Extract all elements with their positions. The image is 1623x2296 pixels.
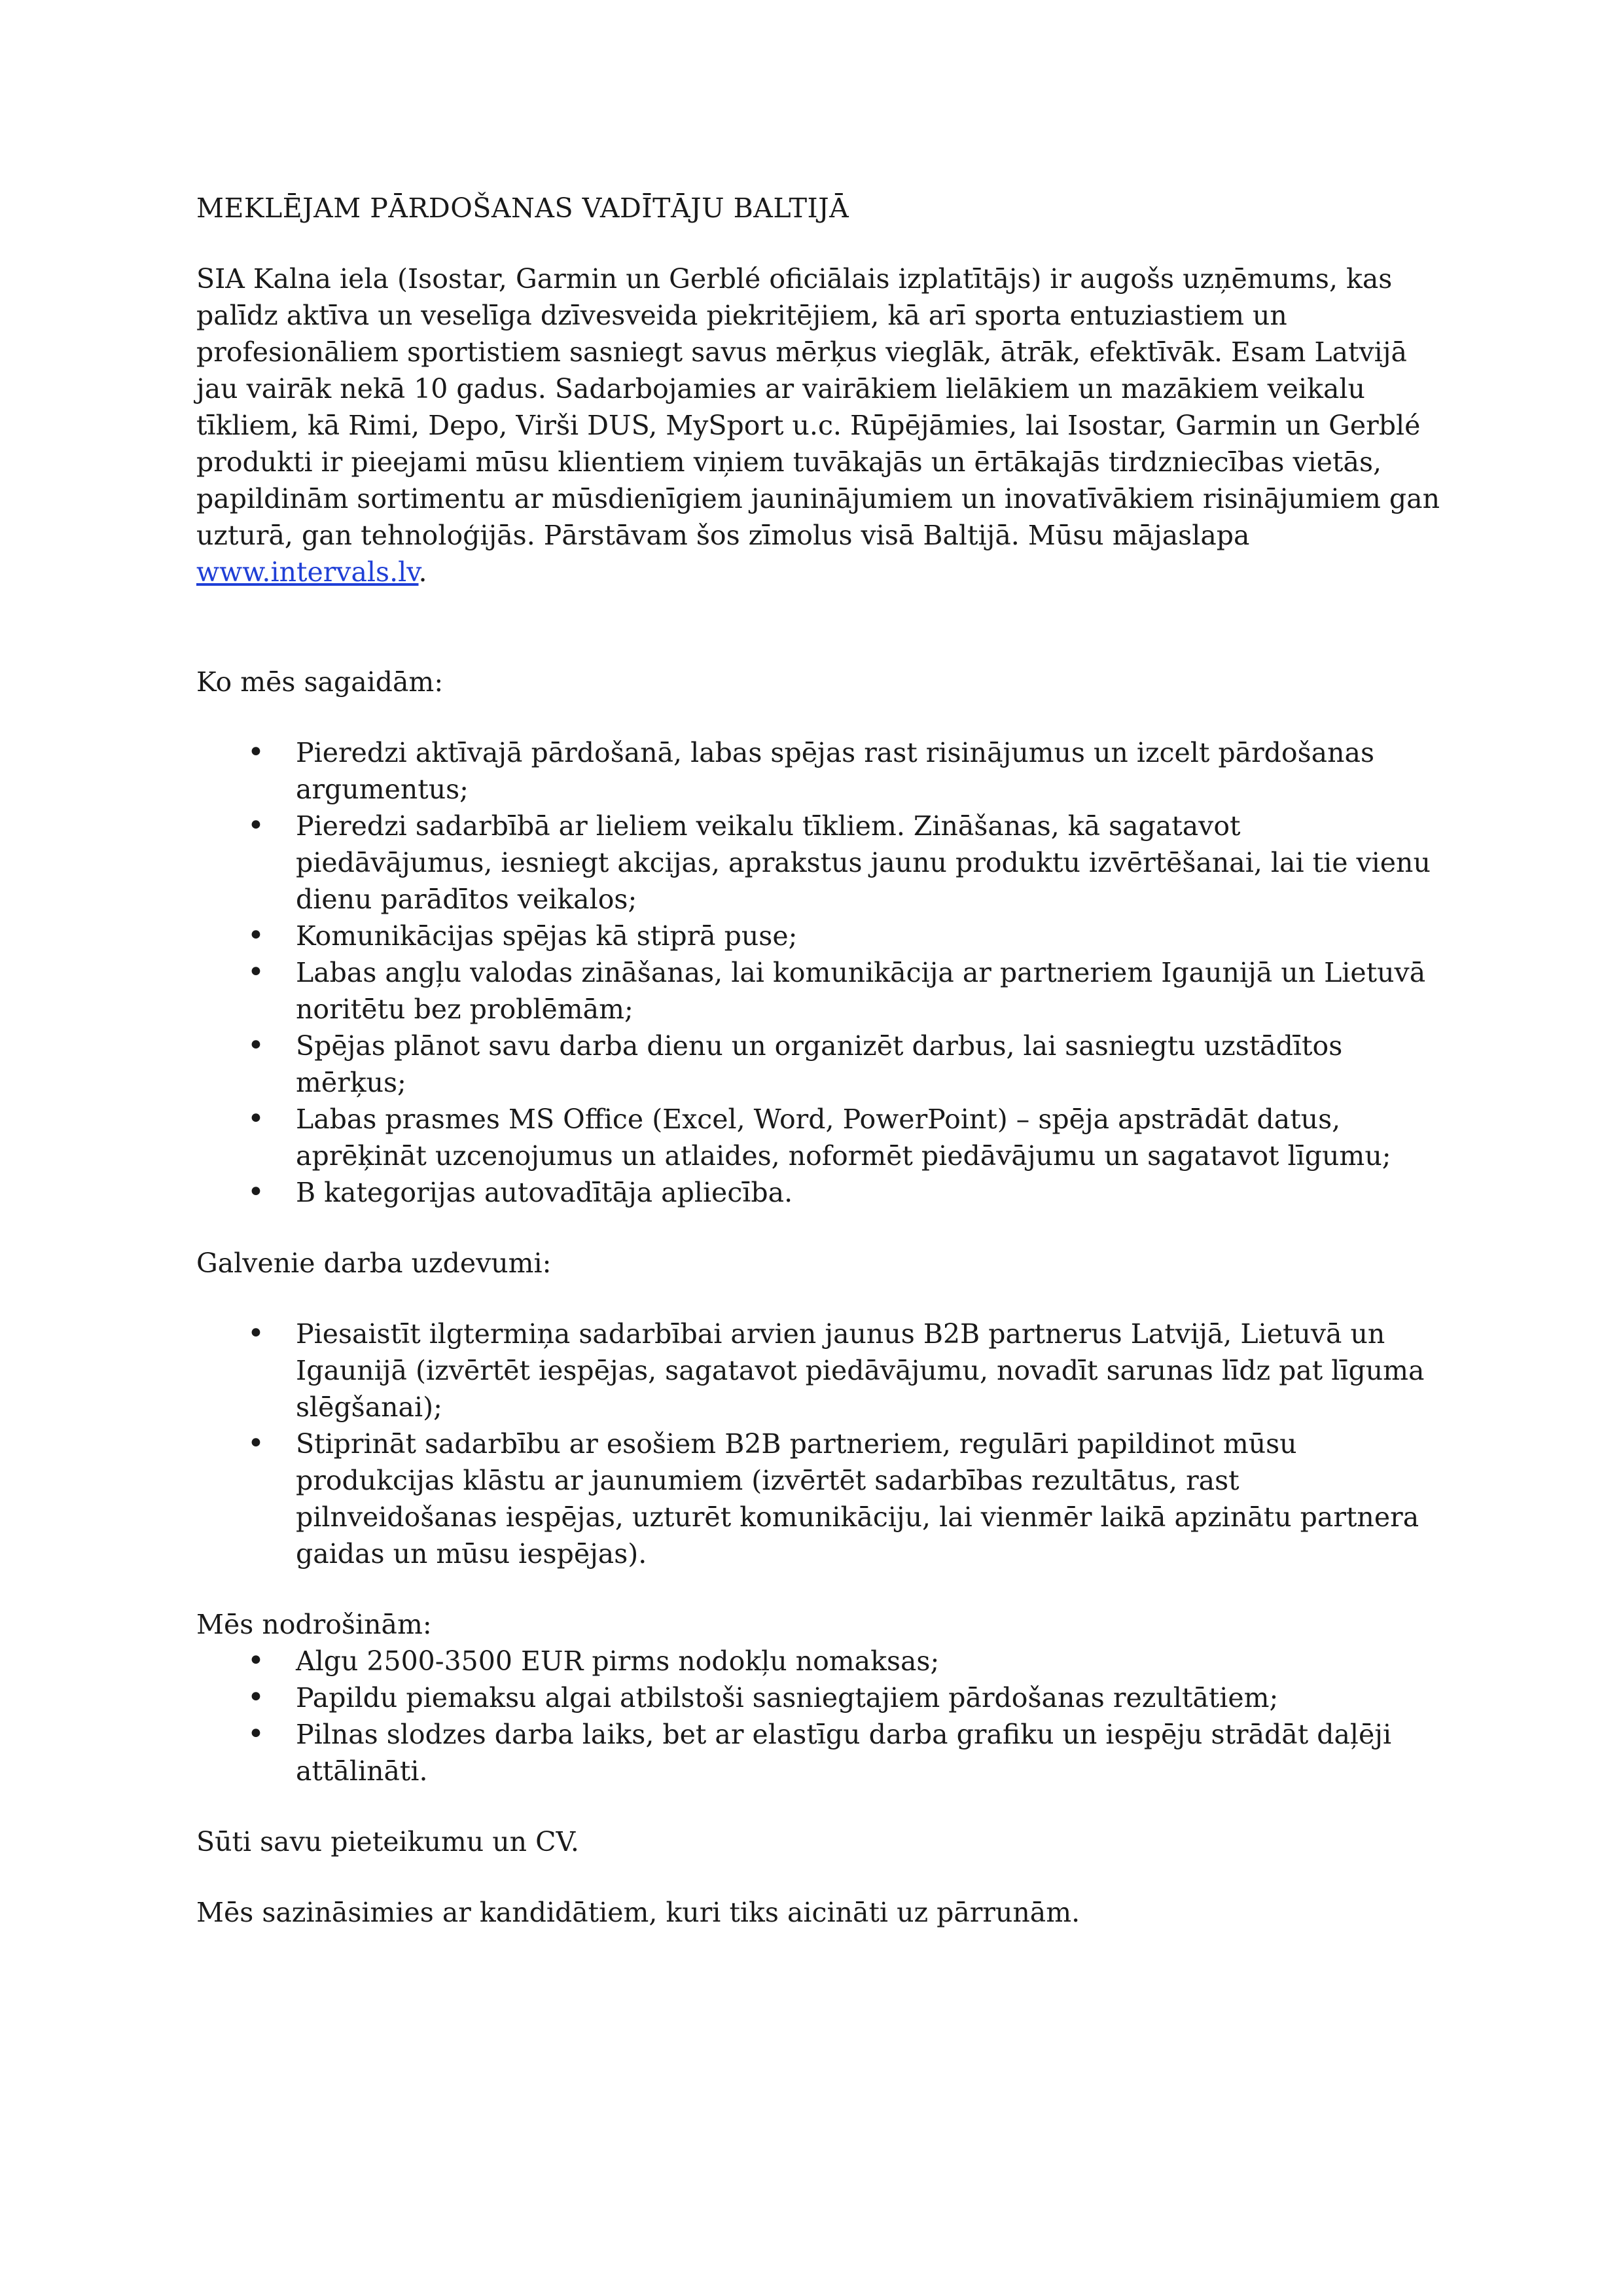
offer-title: Mēs nodrošinām: [196,1609,432,1640]
tasks-list [196,1316,1440,1572]
list-item: • Labas angļu valodas zināšanas, lai komunikācija ar partneriem Igaunijā un Lietuvā noritētu bez problēmām; [196,954,1440,1028]
list-item: • Pilnas slodzes darba laiks, bet ar elastīgu darba grafiku un iespēju strādāt daļēji attālināti. [196,1716,1440,1789]
tasks-title: Galvenie darba uzdevumi: [196,1247,552,1279]
list-item: • Piesaistīt ilgtermiņa sadarbībai arvien jaunus B2B partnerus Latvijā, Lietuvā un Igaunijā (izvērtēt iespējas, sagatavot piedāvājumu, novadīt sarunas līdz pat līguma slēgšanai); [196,1316,1440,1426]
intro-text: SIA Kalna iela (Isostar, Garmin un Gerblé oficiālais izplatītājs) ir augošs uzņēmums, kas palīdz aktīva un veselīga dzīvesveida piekritējiem, kā arī sporta entuziastiem un profesionāliem sportistiem sasniegt savus mērķus vieglāk, ātrāk, efektīvāk. Esam Latvijā jau vairāk nekā 10 gadus. Sadarbojamies ar vairākiem lielākiem un mazākiem veikalu tīkliem, kā Rimi, Depo, Virši DUS, MySport u.c. Rūpējāmies, lai Isostar, Garmin un Gerblé produkti ir pieejami mūsu klientiem viņiem tuvākajās un ērtākajās tirdzniecības vietās, papildinām sortimentu ar mūsdienīgiem jauninājumiem un inovatīvākiem risinājumiem gan uzturā, gan tehnoloģijās. Pārstāvam šos zīmolus visā Baltijā. Mūsu mājaslapa [196,263,1440,551]
document-page [196,190,1440,1931]
apply-text: Sūti savu pieteikumu un CV. [196,1826,579,1857]
offer-list [196,1643,1440,1789]
intro-paragraph [196,260,1440,590]
page-title: MEKLĒJAM PĀRDOŠANAS VADĪTĀJU BALTIJĀ [196,192,849,224]
list-item: • B kategorijas autovadītāja apliecība. [196,1174,1440,1211]
list-item: • Komunikācijas spējas kā stiprā puse; [196,918,1440,954]
list-item: • Stiprināt sadarbību ar esošiem B2B partneriem, regulāri papildinot mūsu produkcijas klāstu ar jaunumiem (izvērtēt sadarbības rezultātus, rast pilnveidošanas iespējas, uzturēt komunikāciju, lai vienmēr laikā apzinātu partnera gaidas un mūsu iespējas). [196,1426,1440,1572]
list-item: • Pieredzi sadarbībā ar lieliem veikalu tīkliem. Zināšanas, kā sagatavot piedāvājumus, iesniegt akcijas, aprakstus jaunu produktu izvērtēšanai, lai tie vienu dienu parādītos veikalos; [196,808,1440,918]
website-link[interactable]: www.intervals.lv [196,556,419,588]
list-item: • Pieredzi aktīvajā pārdošanā, labas spējas rast risinājumus un izcelt pārdošanas argumentus; [196,734,1440,808]
list-item: • Spējas plānot savu darba dienu un organizēt darbus, lai sasniegtu uzstādītos mērķus; [196,1028,1440,1101]
contact-text: Mēs sazināsimies ar kandidātiem, kuri tiks aicināti uz pārrunām. [196,1897,1080,1928]
requirements-title: Ko mēs sagaidām: [196,666,444,698]
list-item: • Labas prasmes MS Office (Excel, Word, PowerPoint) – spēja apstrādāt datus, aprēķināt uzcenojumus un atlaides, noformēt piedāvājumu un sagatavot līgumu; [196,1101,1440,1174]
intro-end: . [418,556,427,588]
list-item: • Algu 2500-3500 EUR pirms nodokļu nomaksas; [196,1643,1440,1679]
requirements-list [196,734,1440,1211]
list-item: • Papildu piemaksu algai atbilstoši sasniegtajiem pārdošanas rezultātiem; [196,1679,1440,1716]
